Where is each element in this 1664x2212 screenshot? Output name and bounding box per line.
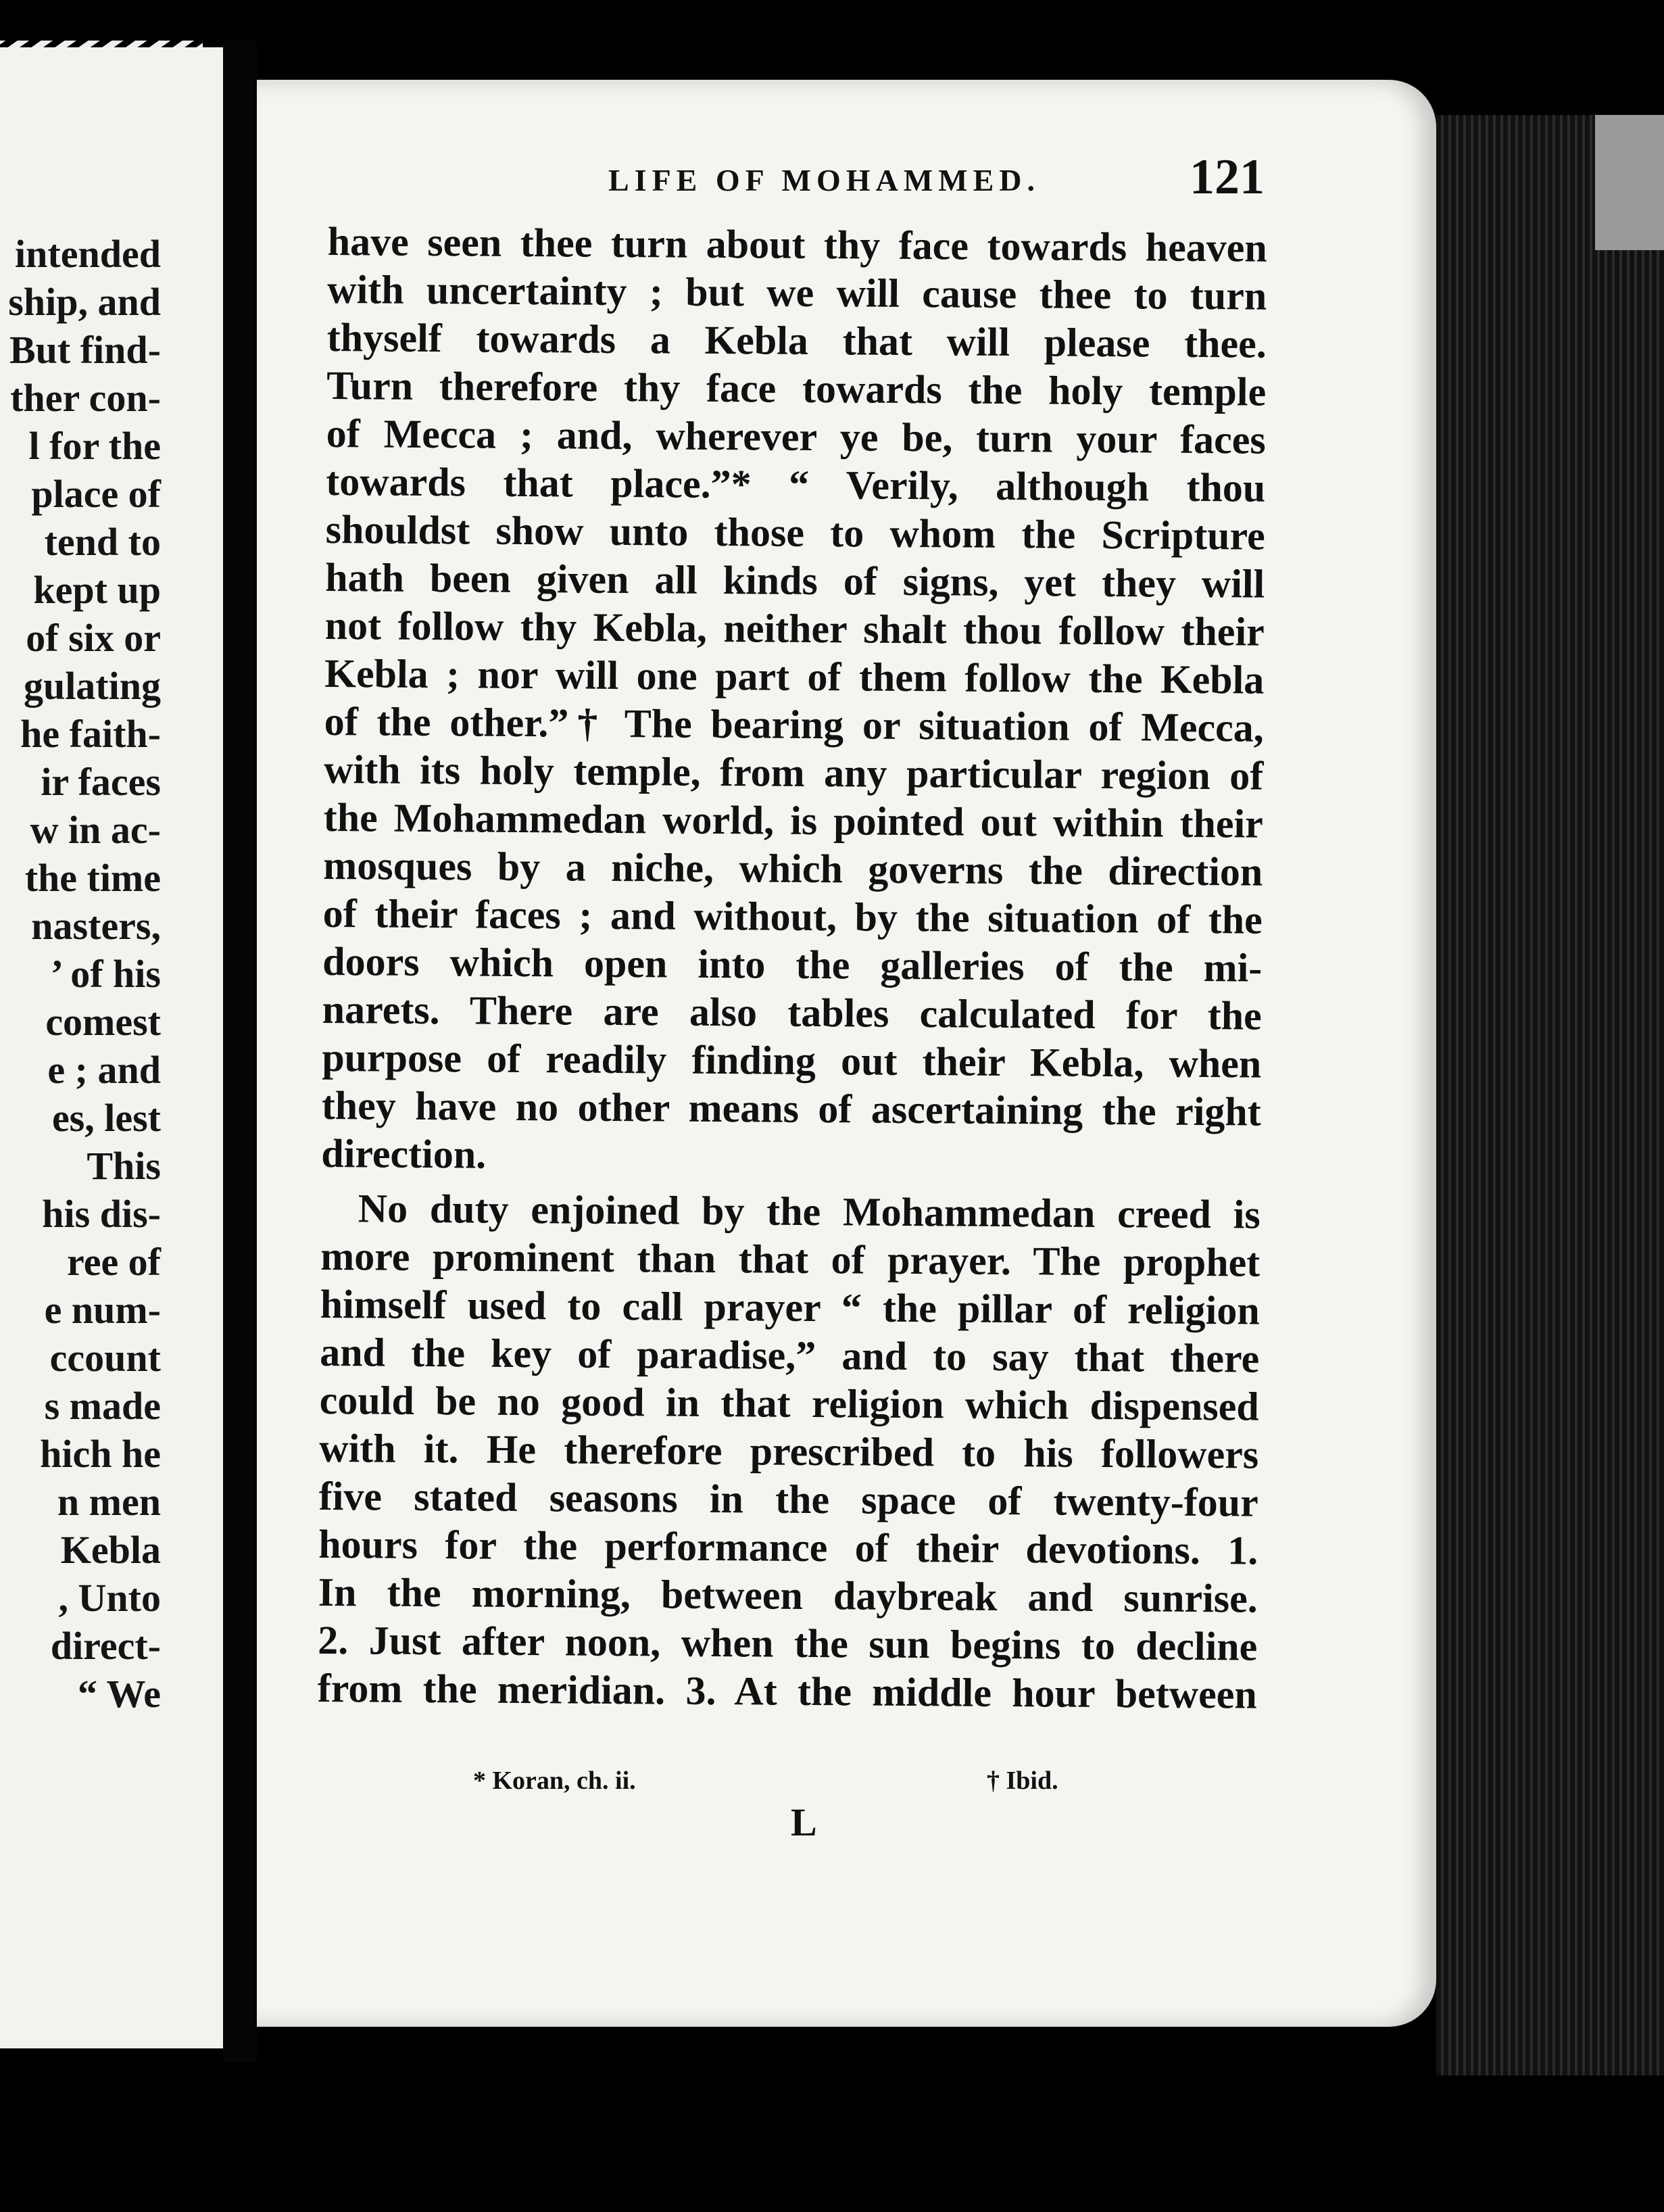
left-page-line: ree of [67,1240,161,1284]
left-page-line: Kebla [60,1528,161,1572]
page-number: 121 [1190,149,1265,205]
text-line: narets. There are also tables calculated for the [322,986,1263,1038]
running-head: LIFE OF MOHAMMED. [608,163,1040,197]
text-line: purpose of readily finding out their Kebla, when [322,1034,1262,1086]
footnote-ibid: † Ibid. [987,1766,1058,1795]
book-gutter [223,41,257,2062]
left-page-line: But find- [9,328,161,372]
text-line: direction. [321,1130,487,1177]
left-page-line: hich he [40,1432,161,1476]
text-line: the Mohammedan world, is pointed out within their [323,794,1264,846]
left-page-line: ccount [49,1336,161,1380]
left-page-line: ir faces [41,760,161,804]
left-page-line: kept up [33,568,161,612]
text-line: Turn therefore thy face towards the holy temple [326,362,1267,414]
text-line: with it. He therefore prescribed to his followers [319,1425,1259,1477]
text-line: shouldst show unto those to whom the Scripture [325,506,1265,558]
text-line: doors which open into the galleries of the mi- [322,938,1263,990]
left-page-text [8,230,161,1718]
text-line: Kebla ; nor will one part of them follow the Kebla [324,650,1265,702]
left-page-line: e ; and [47,1048,161,1092]
left-page-line: w in ac- [30,808,161,852]
left-page-line: he faith- [20,712,161,756]
left-page-line: tend to [44,520,161,564]
text-line: not follow thy Kebla, neither shalt thou follow their [324,602,1265,654]
left-page-line: ther con- [10,376,161,420]
text-line: they have no other means of ascertaining the right [321,1082,1262,1134]
left-facing-page [0,47,227,2048]
text-line: with uncertainty ; but we will cause thee to turn [327,266,1267,318]
text-line: hath been given all kinds of signs, yet they will [325,554,1265,606]
left-page-line: This [87,1144,161,1188]
left-page-line: his dis- [42,1192,161,1236]
left-page-line: l for the [28,424,161,468]
left-page-line: of six or [26,616,161,660]
text-line: from the meridian. 3. At the middle hour between [317,1665,1258,1717]
text-line: have seen thee turn about thy face towards heaven [327,218,1267,270]
text-line: himself used to call prayer “ the pillar of religion [320,1281,1260,1333]
text-line: 2. Just after noon, when the sun begins to decline [318,1617,1258,1669]
text-line: and the key of paradise,” and to say that there [320,1329,1260,1381]
text-line: could be no good in that religion which dispensed [319,1377,1259,1429]
text-line: towards that place.”* “ Verily, although thou [326,458,1266,510]
left-page-line: n men [57,1480,161,1524]
left-page-line: comest [45,1000,161,1044]
left-page-line: “ We [78,1672,161,1716]
left-page-line: ’ of his [50,952,161,996]
left-page-line: nasters, [31,904,161,948]
left-page-line: es, lest [51,1096,161,1140]
paragraph-2 [318,1184,1261,1719]
text-line: more prominent than that of prayer. The prophet [320,1233,1261,1285]
text-line: hours for the performance of their devotions. 1. [318,1521,1258,1573]
left-page-line: , Unto [58,1576,161,1620]
text-line: In the morning, between daybreak and sunrise. [318,1569,1258,1621]
left-page-line: ship, and [8,280,161,324]
body-text [318,218,1267,1719]
left-page-line: place of [31,472,161,516]
text-line: of their faces ; and without, by the situation of the [322,890,1263,942]
left-page-line: the time [24,856,161,900]
text-line: thyself towards a Kebla that will please thee. [326,314,1267,366]
signature-mark: L [791,1800,817,1844]
text-line: with its holy temple, from any particular region of [324,746,1264,798]
left-page-line: e num- [44,1288,161,1332]
book-page-edges [1436,115,1664,2075]
text-line: No duty enjoined by the Mohammedan creed is [358,1186,1261,1237]
text-line: five stated seasons in the space of twenty-four [318,1473,1258,1525]
left-page-line: s made [44,1384,161,1428]
left-page-line: gulating [23,664,161,708]
paragraph-1 [321,218,1267,1184]
footnote-koran: * Koran, ch. ii. [473,1766,636,1795]
text-line: of Mecca ; and, wherever ye be, turn your faces [326,410,1266,462]
left-page-line: intended [15,232,161,276]
text-line: of the other.”† The bearing or situation of Mecca, [324,698,1264,750]
text-line: mosques by a niche, which governs the direction [323,842,1263,894]
book-edge-highlight [1595,115,1664,250]
left-page-line: direct- [50,1624,161,1668]
